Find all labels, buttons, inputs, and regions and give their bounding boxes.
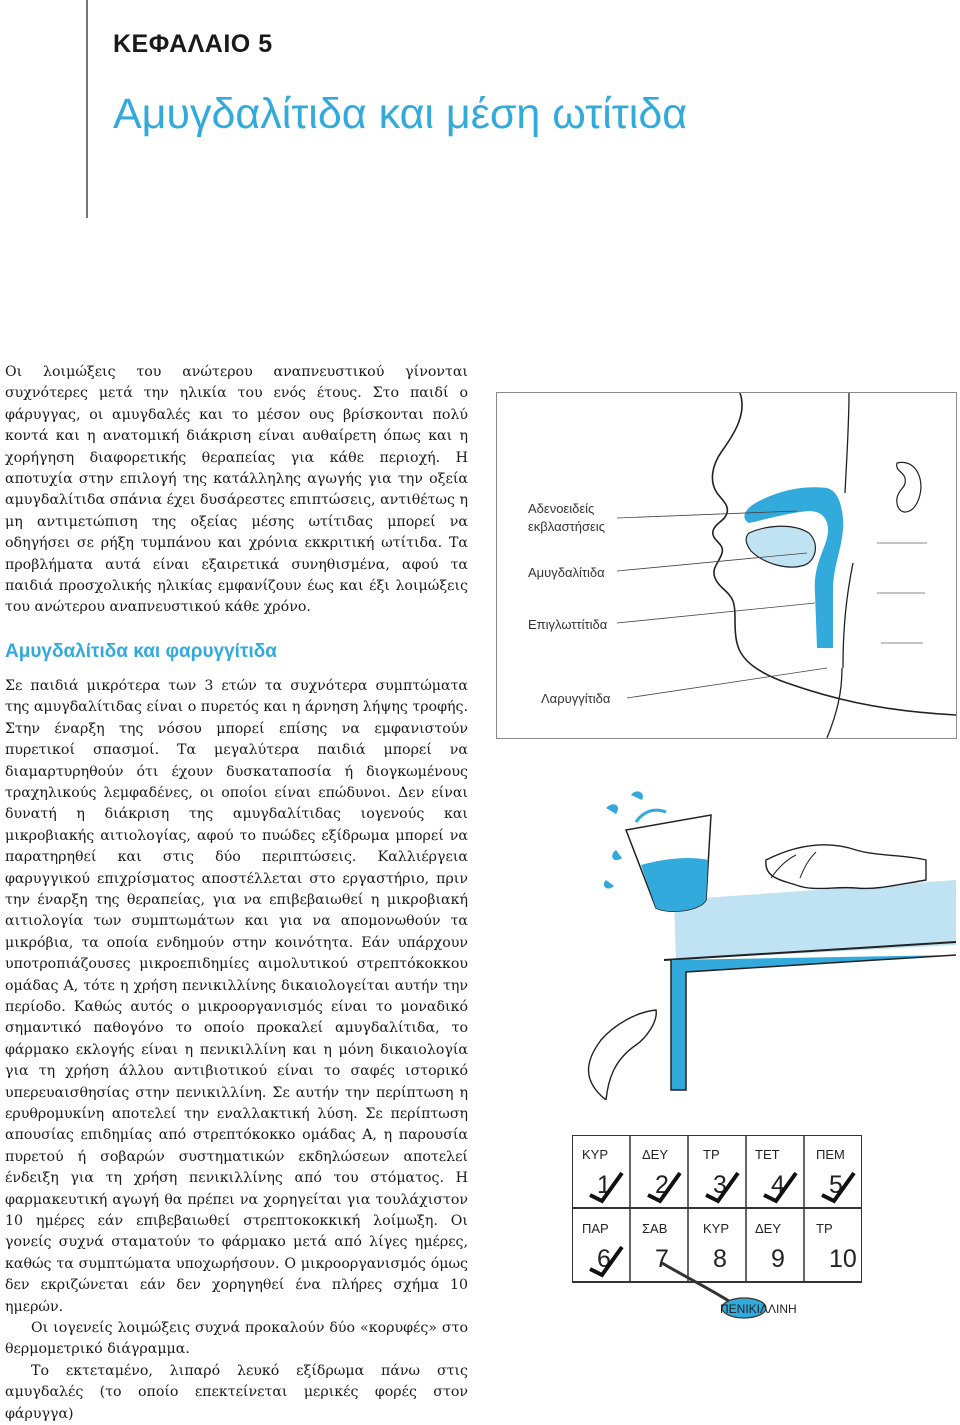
day-label: ΤΕΤ	[755, 1147, 780, 1162]
day-number: 3	[713, 1171, 727, 1199]
day-number: 10	[829, 1245, 857, 1273]
label-laryngitis: Λαρυγγίτιδα	[541, 691, 611, 706]
anatomy-figure	[496, 392, 957, 739]
day-label: ΣΑΒ	[642, 1221, 668, 1236]
day-number: 6	[597, 1245, 611, 1273]
section-body-paragraph: Σε παιδιά μικρότερα των 3 ετών τα συχνότερα συμπτώματα της αμυγδαλίτιδας είναι ο πυρετός και η άρνηση λήψης τροφής. Στην έναρξη της νόσου μπορεί επίσης να εμφανιστούν πυρετικοί σπασμοί. Τα μεγαλύτερα παιδιά μπορεί να διαμαρτυρηθούν ότι έχουν δυσκαταποσία ή διογκωμένους τραχηλικούς λεμφαδένες, οι οποίοι είναι επώδυνοι. Δεν είναι δυνατή η διάκριση της αμυγδαλίτιδας ιογενούς και μικροβιακής αιτιολογίας, αφού το πυώδες εξίδρωμα μπορεί να παρατηρηθεί και στις δύο περιπτώσεις. Καλλιέργεια φαρυγγικού επιχρίσματος αποστέλλεται στο εργαστήριο, πριν την έναρξη της θεραπείας, για να επιβεβαιωθεί η μικροβιακή αιτιολογία των συμπτωμάτων και για να απομονωθούν τα μικρόβια, τα οποία ενδημούν στην κοινότητα. Εάν υπάρχουν υποτροπιάζουσες μικροεπιδημίες αιμολυτικού στρεπτόκοκκου ομάδας Α, τότε η χρήση πενικιλλίνης δικαιολογείται αυτήν την περίοδο. Καθώς αυτός ο μικροοργανισμός είναι το μοναδικό σημαντικό παθογόνο το οποίο προκαλεί αμυγδαλίτιδα, το φάρμακο εκλογής είναι η πενικιλλίνη και η μόνη δικαιολογία για τη χρήση άλλου αντιβιοτικού είναι το σαφές ιστορικό υπερευαισθησίας στην πενικιλλίνη. Σε αυτήν την περίπτωση η ερυθρομυκίνη αποτελεί την εναλλακτική λύση. Σε περίπτωση απουσίας επιδημίας από στρεπτόκοκκο ομάδας Α, η παρουσία πυρετού ή σοβαρών συστηματικών εκδηλώσεων αποτελεί ένδειξη για τη χρήση πενικιλλίνης από του στόματος. Η φαρμακευτική αγωγή θα πρέπει να χορηγείται για τουλάχιστον 10 ημέρες εάν επιβεβαιωθεί στρεπτοκοκκική λοίμωξη. Οι γονείς συχνά σταματούν το φάρμακο μετά από λίγες ημέρες, καθώς τα συμπτώματα υποχωρήσουν. Ο μικροοργανισμός όμως δεν εκριζώνεται εάν δεν χορηγηθεί ένα πλήρες σχήμα 10 ημερών.	[5, 677, 468, 1315]
hand-glass-illustration	[496, 760, 956, 1100]
text-column	[5, 362, 468, 1425]
day-label: ΤΡ	[703, 1147, 720, 1162]
day-label: ΠΑΡ	[582, 1221, 609, 1236]
day-label: ΚΥΡ	[582, 1147, 609, 1162]
paragraph-three: Το εκτεταμένο, λιπαρό λευκό εξίδρωμα πάνω στις αμυγδαλές (το οποίο επεκτείνεται μερικές φορές στον φάρυγγα)	[5, 1362, 468, 1422]
check-mark	[590, 1247, 622, 1275]
spoon-handle	[662, 1263, 732, 1303]
check-mark	[822, 1173, 854, 1201]
day-number: 4	[771, 1171, 785, 1199]
day-label: ΔΕΥ	[755, 1221, 782, 1236]
label-epiglottitis: Επιγλωττίτιδα	[528, 617, 608, 632]
cross-out-marks	[572, 1135, 862, 1325]
check-mark	[590, 1173, 622, 1201]
page-title: Αμυγδαλίτιδα και μέση ωτίτιδα	[113, 90, 688, 138]
day-number: 1	[597, 1171, 611, 1199]
intro-paragraph: Οι λοιμώξεις του ανώτερου αναπνευστικού γίνονται συχνότερες μετά την ηλικία του ενός έτους. Στο παιδί ο φάρυγγας, οι αμυγδαλές και το μέσον ους βρίσκονται πολύ κοντά και η ανατομική διάκριση είναι αυθαίρετη όπως και η χορήγηση διαφορετικής θεραπείας για κάθε περιοχή. Η αποτυχία στην επιλογή της κατάλληλης αγωγής για την οξεία αμυγδαλίτιδα σπάνια έχει δυσάρεστες επιπτώσεις, αντιθέτως η μη αντιμετώπιση της οξείας μέσης ωτίτιδας μπορεί να οδηγήσει σε ρήξη τυμπάνου και χρόνια εκκριτική ωτίτιδα. Τα προβλήματα αυτά είναι εξαιρετικά συνηθισμένα, αφού τα παιδιά προσχολικής ηλικίας εμφανίζουν έως και έξι λοιμώξεις του ανώτερου αναπνευστικού κάθε χρόνο.	[5, 364, 468, 616]
day-label: ΔΕΥ	[642, 1147, 669, 1162]
day-number: 5	[829, 1171, 843, 1199]
chapter-label: ΚΕΦΑΛΑΙΟ 5	[113, 30, 273, 58]
day-number: 8	[713, 1245, 727, 1273]
check-mark	[648, 1173, 680, 1201]
section-heading: Αμυγδαλίτιδα και φαρυγγίτιδα	[5, 640, 277, 662]
day-label: ΤΡ	[816, 1221, 833, 1236]
chapter-divider-line	[86, 0, 88, 218]
check-mark	[764, 1173, 796, 1201]
label-adenoids: Αδενοειδείς εκβλαστήσεις	[528, 501, 605, 534]
day-number: 2	[655, 1171, 669, 1199]
medication-calendar	[572, 1135, 862, 1325]
day-number: 7	[655, 1245, 669, 1273]
medicine-label: ΠΕΝΙΚΙΛΛΙΝΗ	[720, 1302, 797, 1316]
day-label: ΚΥΡ	[703, 1221, 730, 1236]
label-tonsillitis: Αμυγδαλίτιδα	[528, 565, 605, 580]
day-number: 9	[771, 1245, 785, 1273]
day-label: ΠΕΜ	[816, 1147, 845, 1162]
paragraph-two: Οι ιογενείς λοιμώξεις συχνά προκαλούν δύο «κορυφές» στο θερμομετρικό διάγραμμα.	[5, 1320, 468, 1358]
check-mark	[706, 1173, 738, 1201]
